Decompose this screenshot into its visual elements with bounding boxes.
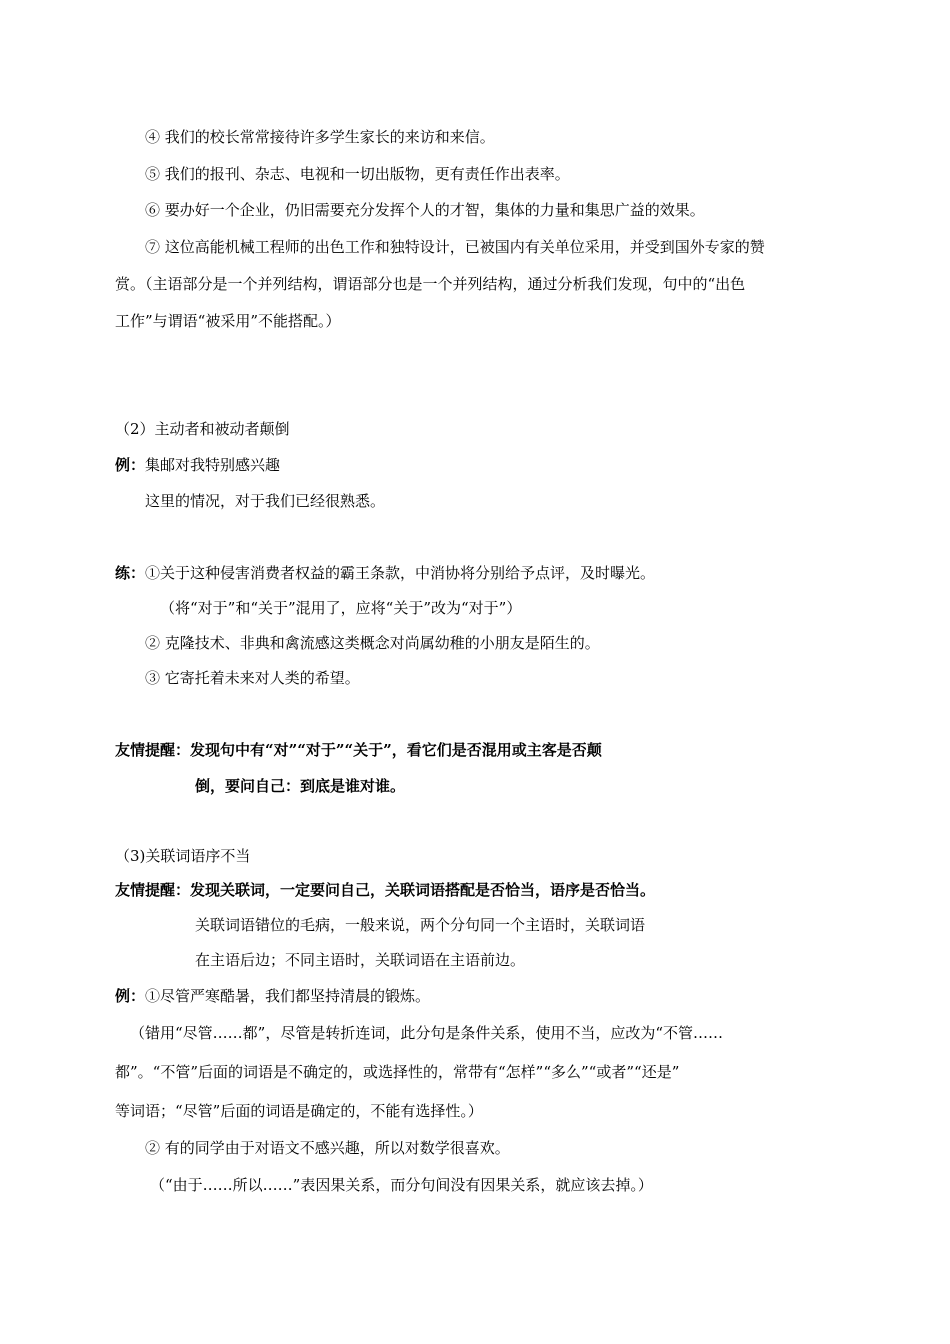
- tip-text: 友情提醒：发现关联词，一定要问自己，关联词语搭配是否恰当，语序是否恰当。: [115, 881, 656, 899]
- tip-text: 友情提醒：发现句中有“对”“对于”“关于”，看它们是否混用或主客是否颠: [115, 741, 602, 759]
- text-line: 等词语；“尽管”后面的词语是确定的，不能有选择性。）: [115, 1102, 483, 1120]
- text-line: ③ 它寄托着未来对人类的希望。: [145, 669, 360, 687]
- text-line: 工作”与谓语“被采用”不能搭配。）: [115, 312, 341, 330]
- practice-label: 练：: [115, 564, 146, 582]
- text-line: 例：集邮对我特别感兴趣: [115, 456, 281, 474]
- text-line: 例：①尽管严寒酷暑，我们都坚持清晨的锻炼。: [115, 987, 431, 1005]
- section-heading: （2）主动者和被动者颠倒: [115, 420, 290, 438]
- text-line: 关联词语错位的毛病，一般来说，两个分句同一个主语时，关联词语: [195, 916, 646, 934]
- section-heading: （3)关联词语序不当: [115, 847, 251, 865]
- text-line: 在主语后边；不同主语时，关联词语在主语前边。: [195, 951, 526, 969]
- example-label: 例：: [115, 456, 146, 474]
- text-line: （“由于……所以……”表因果关系，而分句间没有因果关系，就应该去掉。）: [150, 1176, 653, 1194]
- text-line: 赏。（主语部分是一个并列结构，谓语部分也是一个并列结构，通过分析我们发现，句中的“出色: [115, 275, 746, 293]
- text-line: 都”。“不管”后面的词语是不确定的，或选择性的，常带有“怎样”“多么”“或者”“还是”: [115, 1063, 680, 1081]
- text-line: ② 有的同学由于对语文不感兴趣，所以对数学很喜欢。: [145, 1139, 510, 1157]
- text-line: （错用“尽管……都”，尽管是转折连词，此分句是条件关系，使用不当，应改为“不管……: [130, 1024, 724, 1042]
- text-line: ⑤ 我们的报刊、杂志、电视和一切出版物，更有责任作出表率。: [145, 165, 570, 183]
- text-line: ⑥ 要办好一个企业，仍旧需要充分发挥个人的才智，集体的力量和集思广益的效果。: [145, 201, 705, 219]
- text-line: （将“对于”和“关于”混用了，应将“关于”改为“对于”）: [160, 599, 522, 617]
- text-line: ⑦ 这位高能机械工程师的出色工作和独特设计，已被国内有关单位采用，并受到国外专家的赞: [145, 238, 765, 256]
- example-label: 例：: [115, 987, 146, 1005]
- tip-text: 倒，要问自己：到底是谁对谁。: [195, 777, 406, 795]
- text-line: ② 克隆技术、非典和禽流感这类概念对尚属幼稚的小朋友是陌生的。: [145, 634, 600, 652]
- text-line: ④ 我们的校长常常接待许多学生家长的来访和来信。: [145, 128, 495, 146]
- text-line: 练：①关于这种侵害消费者权益的霸王条款，中消协将分别给予点评，及时曝光。: [115, 564, 656, 582]
- text-line: 这里的情况，对于我们已经很熟悉。: [145, 492, 386, 510]
